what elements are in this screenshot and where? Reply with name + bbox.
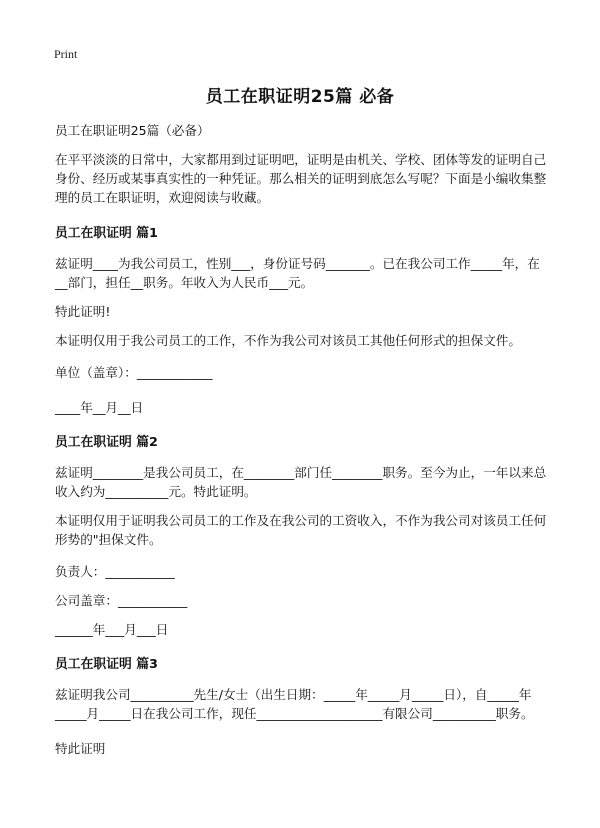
section-2-heading: 员工在职证明 篇2 <box>55 435 158 450</box>
section-1-note: 特此证明! <box>55 304 111 319</box>
document-title: 员工在职证明25篇 必备 <box>205 87 395 107</box>
print-link[interactable]: Print <box>54 47 78 61</box>
section-3-body: 兹证明我公司__________先生/女士（出生日期：_____年_____月_____日），自_____年_____月_____日在我公司工作，现任____________________有限公司__________职务。 <box>55 687 534 721</box>
section-3-heading: 员工在职证明 篇3 <box>55 657 158 672</box>
section-2-seal-line: 公司盖章：___________ <box>55 593 188 608</box>
section-3-note: 特此证明 <box>55 741 106 756</box>
section-1-seal-line: 单位（盖章）：____________ <box>55 365 213 380</box>
section-2-body: 兹证明________是我公司员工，在________部门任________职务。至今为止，一年以来总收入约为__________元。特此证明。 <box>55 465 547 499</box>
section-1-heading: 员工在职证明 篇1 <box>55 226 158 241</box>
section-1-disclaimer: 本证明仅用于我公司员工的工作，不作为我公司对该员工其他任何形式的担保文件。 <box>55 333 521 348</box>
section-1-date-line: ____年__月__日 <box>55 400 144 415</box>
document-body <box>55 121 547 768</box>
section-2-disclaimer: 本证明仅用于证明我公司员工的工作及在我公司的工资收入，不作为我公司对该员工任何形势的"担保文件。 <box>55 513 547 547</box>
document-subtitle: 员工在职证明25篇（必备） <box>55 123 210 138</box>
section-1-body: 兹证明____为我公司员工，性别___，身份证号码_______。已在我公司工作_____年，在__部门，担任__职务。年收入为人民币___元。 <box>55 256 540 290</box>
section-2-date-line: ______年___月___日 <box>55 622 169 637</box>
section-2-responsible-line: 负责人：___________ <box>55 564 175 579</box>
intro-paragraph: 在平平淡淡的日常中，大家都用到过证明吧，证明是由机关、学校、团体等发的证明自己身份、经历或某事真实性的一种凭证。那么相关的证明到底怎么写呢？下面是小编收集整理的员工在职证明，欢迎阅读与收藏。 <box>55 152 547 205</box>
